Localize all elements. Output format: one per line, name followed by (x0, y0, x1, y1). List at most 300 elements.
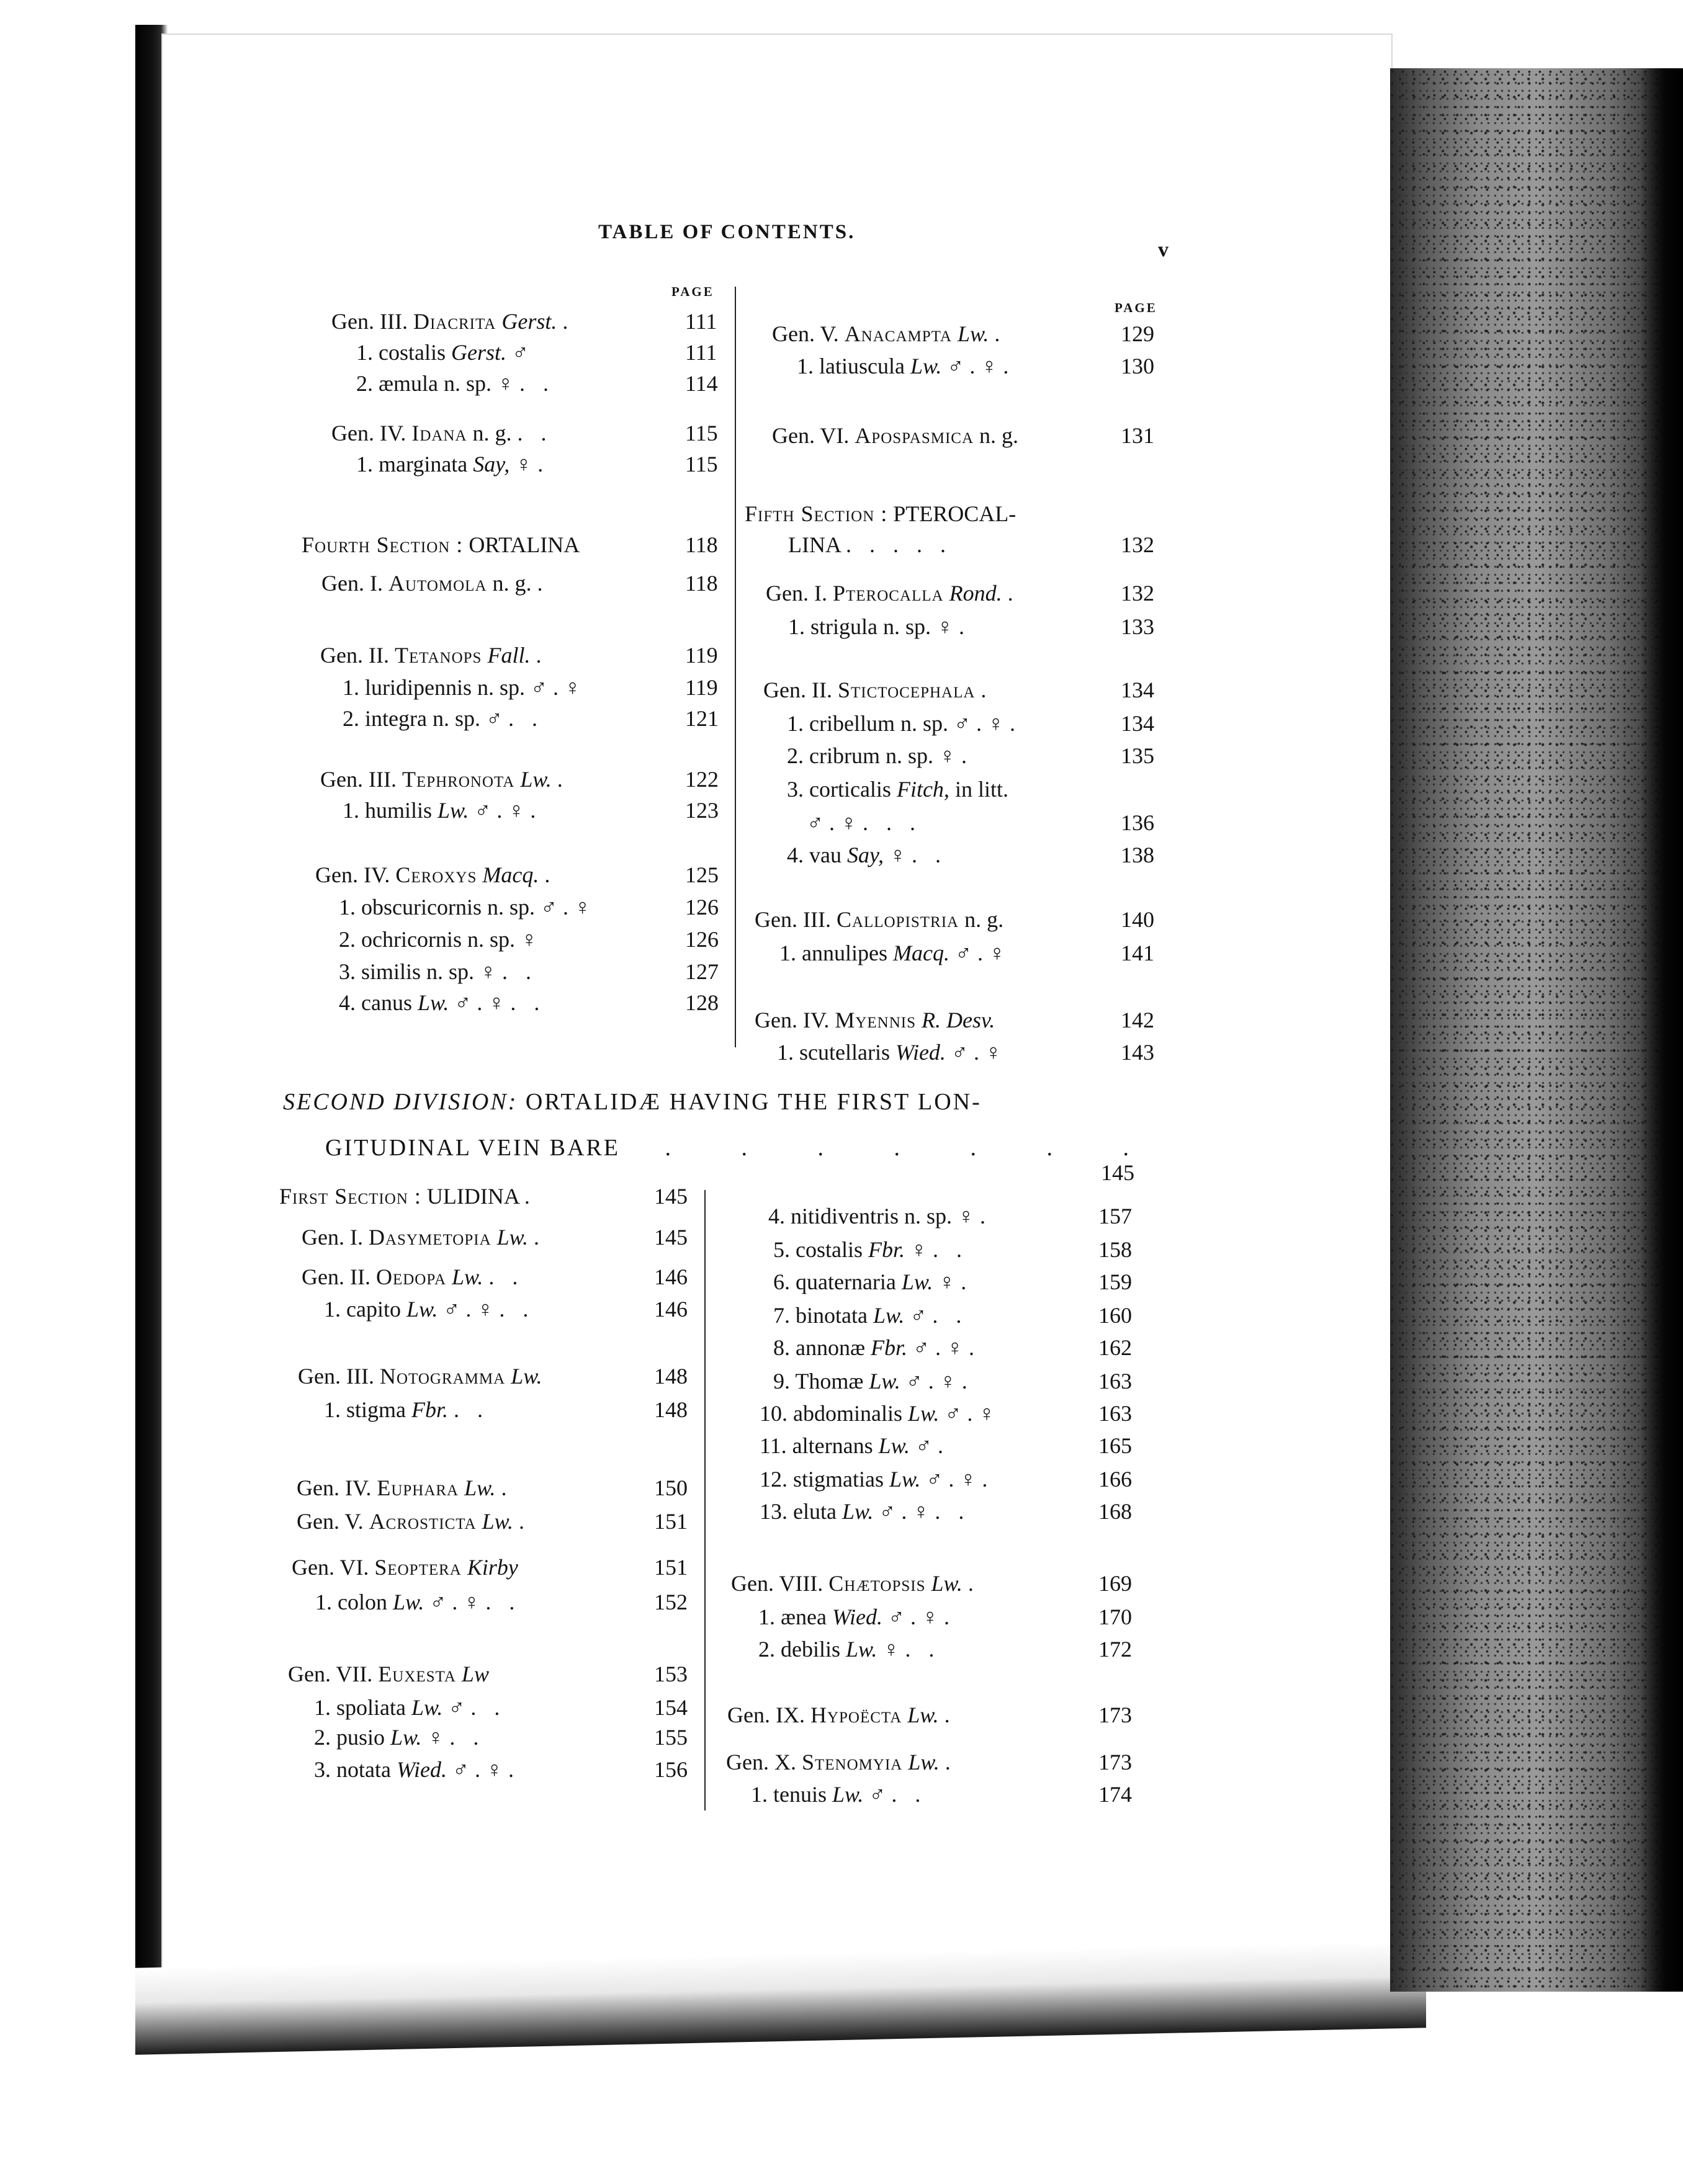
toc-entry (755, 1006, 995, 1034)
entry-page-number: 157 (1098, 1204, 1132, 1228)
entry-prefix: Fifth Section : (745, 501, 888, 526)
entry-author: Lw. (873, 1303, 905, 1328)
entry-page-number: 115 (685, 452, 718, 477)
entry-page-number: 173 (1098, 1703, 1132, 1727)
entry-page-number: 118 (685, 532, 718, 557)
entry-prefix: Gen. VI. (292, 1555, 369, 1580)
dot-leader: . . (519, 371, 555, 396)
toc-entry (315, 1588, 521, 1616)
dot-leader: . . (470, 1695, 506, 1720)
entry-page-number: 134 (1121, 678, 1154, 702)
entry-prefix: 1. (339, 895, 356, 920)
dot-leader: . (501, 1475, 513, 1500)
entry-name: spoliata (336, 1695, 406, 1720)
entry-prefix: Fourth Section : (302, 532, 464, 557)
toc-entry (727, 1701, 956, 1729)
toc-entry (331, 419, 553, 447)
entry-author: Wied. (832, 1604, 882, 1629)
entry-prefix: 8. (773, 1335, 790, 1360)
sex-symbol: ♂ . ♀ (913, 1335, 964, 1360)
entry-name: latiuscula (819, 354, 905, 378)
entry-prefix: Gen. VII. (288, 1662, 373, 1686)
entry-name: abdominalis (793, 1401, 902, 1426)
entry-prefix: 2. (343, 706, 359, 731)
entry-prefix: Gen. IV. (755, 1008, 830, 1032)
entry-name: Dasymetopia (368, 1225, 491, 1250)
entry-prefix: 11. (760, 1433, 787, 1458)
entry-name: canus (361, 990, 412, 1015)
entry-page-number: 138 (1121, 843, 1154, 867)
toc-entry (773, 1367, 974, 1395)
toc-entry (772, 320, 1006, 347)
entry-name: Euphara (377, 1475, 459, 1500)
entry-prefix: 1. (315, 1590, 332, 1614)
entry-author: n. g. (492, 571, 532, 596)
dot-leader: . (544, 862, 557, 887)
toc-entry (297, 1474, 513, 1502)
sex-symbol: ♀ (889, 843, 906, 867)
dot-leader: . . (502, 959, 538, 984)
dot-leader: . (943, 1604, 956, 1629)
sex-symbol: ♂ (448, 1695, 465, 1720)
toc-entry (292, 1554, 518, 1581)
entry-page-number: 122 (685, 767, 719, 792)
entry-prefix: Gen. II. (320, 643, 389, 668)
entry-prefix: Gen. VI. (772, 423, 850, 448)
entry-prefix: 2. (339, 927, 356, 952)
sex-symbol: ♀ (497, 371, 514, 396)
entry-author: Lw. (438, 798, 469, 823)
toc-entry (339, 989, 545, 1016)
entry-page-number: 156 (654, 1757, 688, 1782)
entry-prefix: 1. (797, 354, 814, 378)
entry-prefix: 2. (314, 1725, 331, 1750)
dot-leader: . . (905, 1637, 941, 1662)
sex-symbol: ♀ (480, 959, 497, 984)
toc-entry (788, 531, 952, 558)
entry-author: Fall. (487, 643, 531, 668)
entry-page-number: 151 (654, 1555, 688, 1580)
toc-entry (314, 1756, 520, 1783)
toc-entry (321, 570, 549, 597)
entry-prefix: 1. (324, 1297, 341, 1322)
division-heading-line2 (325, 1134, 1161, 1161)
dot-leader: . (969, 1335, 981, 1360)
entry-prefix: Gen. I. (766, 581, 827, 606)
entry-page-number: 142 (1121, 1008, 1154, 1032)
entry-name: humilis (365, 798, 433, 823)
entry-page-number: 115 (685, 421, 718, 445)
sex-symbol: ♂ . ♀ (807, 810, 857, 835)
entry-page-number: 126 (685, 895, 719, 920)
entry-prefix: Gen. III. (331, 309, 408, 334)
toc-entry (315, 861, 556, 888)
entry-page-number: 145 (654, 1184, 688, 1209)
entry-author: Say, (846, 843, 884, 867)
page-column-label-left: PAGE (671, 284, 714, 299)
entry-name: Notogramma (379, 1364, 506, 1389)
entry-page-number: 119 (685, 643, 718, 668)
toc-entry (731, 1570, 980, 1597)
sex-symbol: ♂ . ♀ (452, 1757, 503, 1782)
dot-leader: . (508, 1757, 520, 1782)
toc-entry (779, 939, 1005, 967)
entry-author: Lw. (910, 354, 942, 378)
toc-entry (760, 1400, 995, 1427)
toc-entry (766, 580, 1020, 607)
entry-prefix: 4. (787, 843, 804, 867)
toc-entry (314, 1694, 506, 1721)
sex-symbol: ♀ (938, 743, 956, 768)
dot-leader: . . (935, 1499, 971, 1524)
entry-author: Lw. (392, 1590, 424, 1614)
dot-leader: . . (517, 421, 553, 445)
toc-entry (787, 776, 1008, 803)
entry-author: Rond. (949, 581, 1002, 606)
dot-leader: . (961, 743, 973, 768)
sex-symbol: ♀ (938, 1269, 956, 1294)
entry-name: scutellaris (799, 1040, 890, 1065)
entry-prefix: 2. (787, 743, 804, 768)
dot-leader: . (518, 1509, 531, 1534)
entry-name: Apospasmica (855, 423, 974, 448)
entry-page-number: 126 (685, 927, 719, 952)
entry-name: Oedopa (375, 1264, 446, 1289)
entry-name: integra n. sp. (365, 706, 480, 731)
entry-name: capito (346, 1297, 401, 1322)
entry-name: Automola (388, 571, 487, 596)
dot-leader: . (537, 452, 550, 477)
sex-symbol: ♂ . ♀ (947, 354, 998, 378)
sex-symbol: ♂ . ♀ (531, 675, 581, 700)
sex-symbol: ♀ (910, 1237, 927, 1262)
division-page: 145 (1101, 1160, 1134, 1185)
entry-author: Fbr. (411, 1397, 449, 1422)
entry-author: Wied. (895, 1040, 946, 1065)
entry-prefix: 12. (760, 1467, 788, 1492)
toc-entry (356, 450, 549, 478)
entry-author: Fitch, (896, 777, 949, 802)
dot-leader: . (530, 798, 542, 823)
toc-entry (773, 1236, 968, 1263)
entry-name: ochricornis n. sp. (361, 927, 515, 952)
sex-symbol: ♂ . ♀ (454, 990, 505, 1015)
division-leader: . . . . . . . (665, 1135, 1161, 1161)
entry-name: vau (809, 843, 842, 867)
entry-author: Lw. (907, 1401, 940, 1426)
dot-leader: . (557, 767, 569, 792)
entry-prefix: Gen. VIII. (731, 1571, 824, 1596)
entry-page-number: 160 (1098, 1303, 1132, 1328)
entry-prefix: Gen. III. (755, 907, 831, 932)
sex-symbol: ♀ . (958, 1204, 985, 1228)
entry-author: Say, (473, 452, 510, 477)
entry-page-number: 174 (1098, 1782, 1132, 1807)
entry-page-number: 129 (1121, 321, 1154, 346)
entry-prefix: Gen. III. (298, 1364, 374, 1389)
entry-name: annonæ (796, 1335, 865, 1360)
entry-page-number: 145 (654, 1225, 688, 1250)
entry-prefix: 1. (324, 1397, 341, 1422)
entry-page-number: 134 (1121, 711, 1154, 736)
sex-symbol: ♂ . ♀ (951, 1040, 1002, 1065)
sex-symbol: ♀ (515, 452, 532, 477)
entry-page-number: 153 (654, 1662, 688, 1686)
entry-author: n. g. (979, 423, 1019, 448)
entry-name: Myennis (835, 1008, 917, 1032)
sex-symbol: ♀ (882, 1637, 900, 1662)
entry-page-number: 125 (685, 862, 719, 887)
entry-name: Diacrita (413, 309, 496, 334)
entry-author: Lw. (417, 990, 449, 1015)
dot-leader: . (961, 1269, 973, 1294)
entry-name: cribellum n. sp. (809, 711, 948, 736)
toc-entry (773, 1334, 981, 1361)
entry-prefix: 1. (779, 941, 796, 965)
entry-page-number: 155 (654, 1725, 688, 1750)
entry-author: Lw. (452, 1264, 483, 1289)
entry-prefix: 1. (343, 675, 359, 700)
dot-leader: . . (891, 1782, 927, 1807)
entry-prefix: 7. (773, 1303, 790, 1328)
toc-entry (751, 1781, 927, 1808)
sex-symbol: ♂ (910, 1303, 927, 1328)
dot-leader: . . . . . (846, 532, 952, 557)
entry-author: Lw. (931, 1571, 963, 1596)
sex-symbol: ♂ (915, 1433, 932, 1458)
entry-author: Lw. (464, 1475, 496, 1500)
entry-name: Tetanops (394, 643, 482, 668)
toc-entry (320, 766, 569, 793)
entry-page-number: 148 (654, 1397, 688, 1422)
entry-author: Fbr. (871, 1335, 908, 1360)
dot-leader: . (944, 1703, 956, 1727)
entry-page-number: 118 (685, 571, 718, 596)
toc-entry (314, 1724, 485, 1751)
entry-author: Lw. (496, 1225, 529, 1250)
entry-page-number: 166 (1098, 1467, 1132, 1492)
toc-entry (758, 1603, 956, 1631)
dot-leader: . (1003, 354, 1015, 378)
entry-page-number: 148 (654, 1364, 688, 1389)
toc-entry (772, 422, 1018, 449)
entry-author: Lw. (901, 1269, 933, 1294)
entry-author: Lw. (889, 1467, 921, 1492)
entry-prefix: 3. (339, 959, 356, 984)
sex-symbol: ♂ . ♀ (540, 895, 591, 920)
entry-name: costalis (379, 340, 446, 365)
dot-leader: . . (508, 706, 544, 731)
toc-entry (760, 1432, 949, 1459)
toc-entry (302, 1263, 524, 1291)
entry-name: binotata (796, 1303, 868, 1328)
dot-leader: . . . (863, 810, 922, 835)
entry-name: PTEROCAL- (893, 501, 1017, 526)
entry-page-number: 173 (1098, 1750, 1132, 1774)
toc-entry (339, 926, 537, 953)
column-rule-lower (704, 1190, 706, 1810)
entry-page-number: 150 (654, 1475, 688, 1500)
entry-name: ULIDINA (426, 1184, 519, 1209)
entry-page-number: 162 (1098, 1335, 1132, 1360)
entry-name: ORTALINA (469, 532, 580, 557)
entry-name: Pterocalla (832, 581, 944, 606)
entry-page-number: 114 (685, 371, 718, 396)
entry-page-number: 140 (1121, 907, 1154, 932)
toc-entry (768, 1202, 985, 1230)
sex-symbol: ♂ . ♀ . (953, 711, 1015, 736)
entry-page-number: 130 (1121, 354, 1154, 378)
entry-author: n. g. (472, 421, 512, 445)
entry-author: Lw. (832, 1782, 864, 1807)
entry-name: debilis (781, 1637, 840, 1662)
scan-margin-left (0, 0, 144, 2184)
sex-symbol: ♀ (520, 927, 537, 952)
toc-entry (356, 339, 529, 366)
entry-prefix: 2. (356, 371, 373, 396)
entry-prefix: 6. (773, 1269, 790, 1294)
dot-leader: . . (488, 1264, 524, 1289)
entry-name: Stenomyia (801, 1750, 903, 1774)
toc-entry (324, 1296, 534, 1323)
entry-name: eluta (793, 1499, 837, 1524)
entry-page-number: 133 (1121, 614, 1154, 639)
dot-leader: . . (911, 843, 947, 867)
entry-prefix: 1. (777, 1040, 794, 1065)
entry-author: Wied. (396, 1757, 447, 1782)
toc-entry (324, 1396, 489, 1423)
entry-page-number: 151 (654, 1509, 688, 1534)
entry-prefix: 10. (760, 1401, 788, 1426)
entry-name: Seoptera (374, 1555, 462, 1580)
entry-prefix: 13. (760, 1499, 788, 1524)
sex-symbol: ♂ . ♀ (954, 941, 1005, 965)
entry-page-number: 111 (685, 340, 717, 365)
dot-leader: . . (510, 990, 546, 1015)
sex-symbol: ♀ (936, 614, 953, 639)
entry-author: R. Desv. (922, 1008, 995, 1032)
entry-name: Idana (411, 421, 467, 445)
entry-prefix: Gen. IX. (727, 1703, 805, 1727)
entry-page-number: 123 (685, 798, 719, 823)
entry-name: Tephronota (402, 767, 515, 792)
toc-entry (288, 1660, 489, 1688)
toc-entry (302, 1224, 545, 1251)
entry-name: marginata (379, 452, 468, 477)
entry-prefix: Gen. II. (302, 1264, 370, 1289)
book-edge-strip (1390, 68, 1683, 1992)
entry-prefix: 4. (339, 990, 356, 1015)
toc-entry (356, 370, 555, 397)
toc-entry (279, 1183, 536, 1210)
entry-name: similis n. sp. (361, 959, 475, 984)
entry-prefix: 1. (356, 452, 373, 477)
entry-author: Gerst. (451, 340, 506, 365)
entry-name: stigmatias (793, 1467, 884, 1492)
entry-page-number: 136 (1121, 810, 1154, 835)
page-number: v (1158, 238, 1170, 261)
entry-page-number: 146 (654, 1297, 688, 1322)
sex-symbol: ♀ (427, 1725, 444, 1750)
toc-entry (773, 1302, 967, 1329)
entry-page-number: 141 (1121, 941, 1154, 965)
dot-leader: . . (454, 1397, 490, 1422)
dot-leader: . (981, 678, 993, 702)
toc-entry (788, 613, 971, 640)
entry-prefix: 1. (788, 614, 805, 639)
entry-name: strigula n. sp. (810, 614, 931, 639)
dot-leader: . (982, 1467, 994, 1492)
dot-leader: . . (933, 1237, 968, 1262)
entry-page-number: 165 (1098, 1433, 1132, 1458)
entry-prefix: Gen. V. (772, 321, 839, 346)
entry-prefix: 4. (768, 1204, 785, 1228)
entry-prefix: 5. (773, 1237, 790, 1262)
entry-author: Macq. (892, 941, 949, 965)
entry-page-number: 152 (654, 1590, 688, 1614)
toc-entry (777, 1039, 1002, 1066)
entry-page-number: 158 (1098, 1237, 1132, 1262)
toc-entry (339, 893, 591, 921)
sex-symbol: ♂ . ♀ (905, 1369, 956, 1394)
toc-entry (343, 674, 581, 701)
toc-entry (339, 958, 537, 985)
dot-leader: . (534, 1225, 546, 1250)
entry-name: Anacampta (844, 321, 952, 346)
entry-author: Lw. (406, 1297, 438, 1322)
dot-leader: . (524, 1184, 536, 1209)
sex-symbol: in litt. (954, 777, 1008, 802)
toc-entry (758, 1636, 940, 1663)
toc-entry (726, 1748, 957, 1776)
entry-author: n. g. (964, 907, 1004, 932)
entry-prefix: Gen. IV. (297, 1475, 372, 1500)
entry-name: annulipes (802, 941, 887, 965)
division-heading-line2-text: GITUDINAL VEIN BARE (325, 1135, 620, 1161)
entry-author: Lw. (411, 1695, 443, 1720)
toc-entry (760, 1466, 994, 1493)
entry-name: tenuis (773, 1782, 827, 1807)
entry-page-number: 172 (1098, 1637, 1132, 1662)
dot-leader: . (562, 309, 575, 334)
entry-page-number: 146 (654, 1264, 688, 1289)
entry-name: corticalis (809, 777, 891, 802)
toc-entry (787, 710, 1015, 737)
entry-prefix: Gen. IV. (315, 862, 390, 887)
entry-page-number: 135 (1121, 743, 1154, 768)
entry-prefix: Gen. I. (321, 571, 383, 596)
toc-entry (297, 1508, 531, 1535)
sex-symbol: ♂ . ♀ (879, 1499, 930, 1524)
division-heading-rest: ORTALIDÆ HAVING THE FIRST LON- (525, 1089, 982, 1115)
entry-name: costalis (796, 1237, 863, 1262)
entry-name: nitidiventris n. sp. (791, 1204, 952, 1228)
sex-symbol: ♂ (869, 1782, 886, 1807)
sex-symbol: ♂ . ♀ (429, 1590, 480, 1614)
entry-page-number: 159 (1098, 1269, 1132, 1294)
entry-prefix: Gen. IV. (331, 421, 406, 445)
entry-name: obscuricornis n. sp. (361, 895, 535, 920)
sex-symbol: ♂ (511, 340, 529, 365)
dot-leader: . . (932, 1303, 968, 1328)
entry-prefix: First Section : (279, 1184, 421, 1209)
entry-name: LINA (788, 532, 840, 557)
entry-page-number: 132 (1121, 532, 1154, 557)
entry-prefix: 1. (343, 798, 359, 823)
entry-prefix: Gen. III. (320, 767, 397, 792)
entry-author: Lw. (908, 1750, 940, 1774)
entry-prefix: 1. (758, 1604, 775, 1629)
